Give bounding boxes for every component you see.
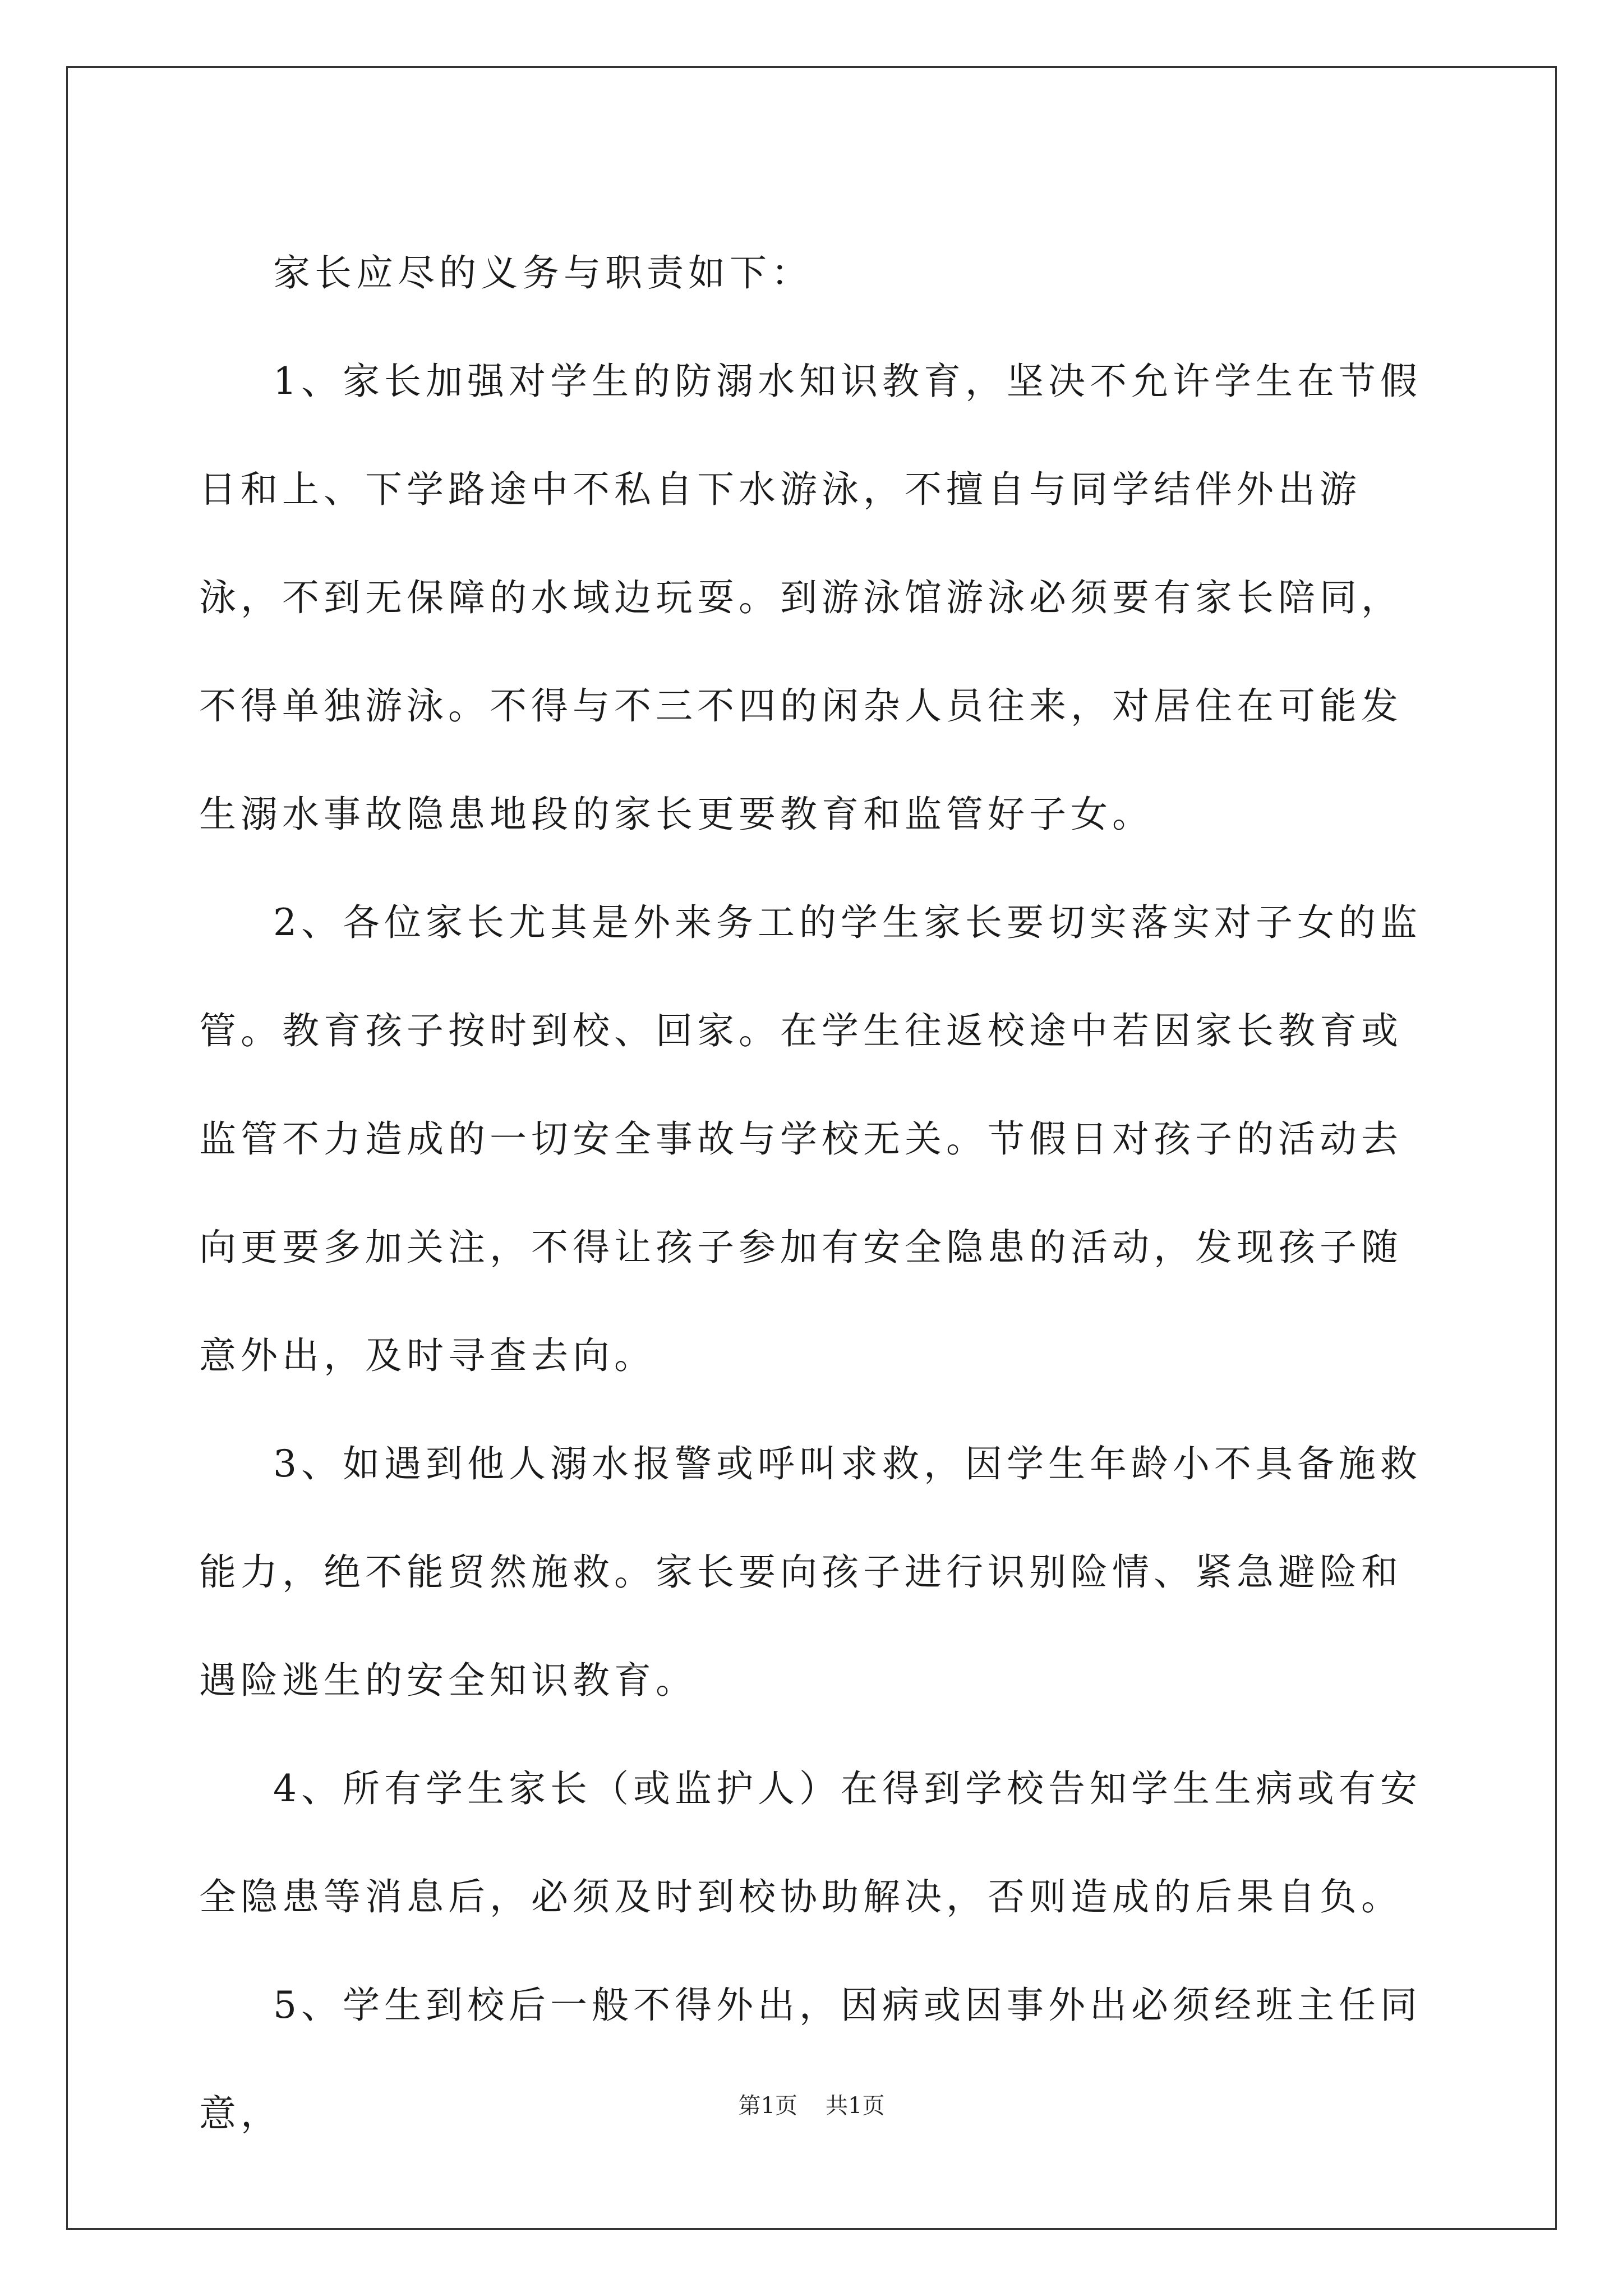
paragraph-item-5: 5、学生到校后一般不得外出，因病或因事外出必须经班主任同意，	[199, 1984, 1422, 2135]
paragraph-item-1: 1、家长加强对学生的防溺水知识教育，坚决不允许学生在节假日和上、下学路途中不私自下水游泳，不擅自与同学结伴外出游泳，不到无保障的水域边玩耍。到游泳馆游泳必须要有家长陪同，不得单独游泳。不得与不三不四的闲杂人员往来，对居住在可能发生溺水事故隐患地段的家长更要教育和监管好子女。	[199, 360, 1422, 836]
document-body	[199, 219, 1427, 2168]
paragraph-item-2: 2、各位家长尤其是外来务工的学生家长要切实落实对子女的监管。教育孩子按时到校、回家。在学生往返校途中若因家长教育或监管不力造成的一切安全事故与学校无关。节假日对孩子的活动去向更要多加关注，不得让孩子参加有安全隐患的活动，发现孩子随意外出，及时寻查去向。	[199, 901, 1422, 1377]
paragraph-intro: 家长应尽的义务与职责如下：	[273, 251, 813, 295]
page-number-current: 第1页	[738, 2093, 797, 2119]
page-footer	[0, 2088, 1623, 2120]
page-number-total: 共1页	[826, 2093, 885, 2119]
paragraph-item-4: 4、所有学生家长（或监护人）在得到学校告知学生生病或有安全隐患等消息后，必须及时到校协助解决，否则造成的后果自负。	[199, 1767, 1422, 1918]
paragraph-item-3: 3、如遇到他人溺水报警或呼叫求救，因学生年龄小不具备施救能力，绝不能贸然施救。家长要向孩子进行识别险情、紧急避险和遇险逃生的安全知识教育。	[199, 1442, 1422, 1702]
